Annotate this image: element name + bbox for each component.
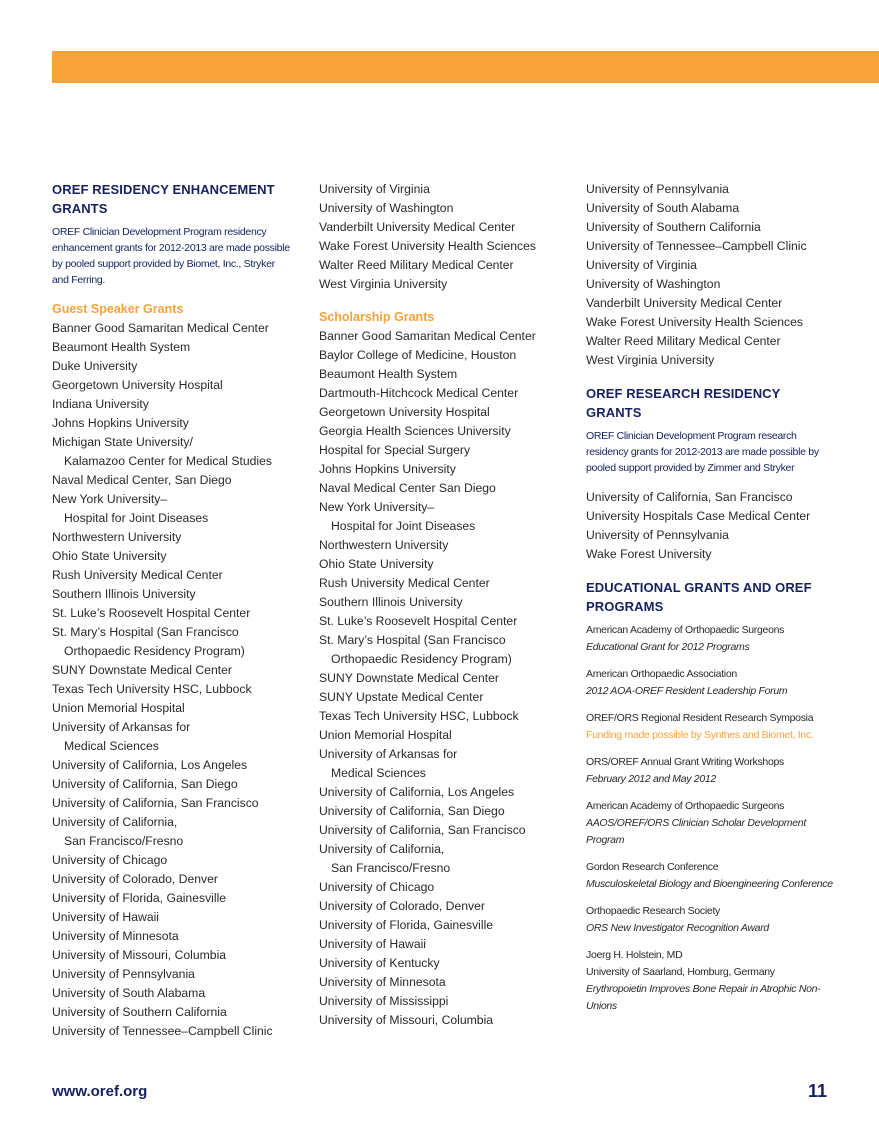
- list-item: New York University– Hospital for Joint Diseases: [52, 492, 209, 525]
- list-item: Southern Illinois University: [52, 587, 196, 601]
- list-item: University of Arkansas for Medical Sciences: [52, 720, 191, 753]
- list-item: Wake Forest University Health Sciences: [319, 239, 536, 253]
- program-detail: Funding made possible by Synthes and Biomet, Inc.: [586, 729, 814, 741]
- program-entry: [586, 754, 836, 788]
- list-item: Baylor College of Medicine, Houston: [319, 348, 517, 362]
- list-item: Union Memorial Hospital: [319, 728, 452, 742]
- list-item: Northwestern University: [52, 530, 182, 544]
- list-item: Texas Tech University HSC, Lubbock: [52, 682, 252, 696]
- list-item: University of California, San Diego: [319, 804, 505, 818]
- list-item: University of California, San Francisco: [586, 490, 793, 504]
- column-middle: [319, 180, 569, 1030]
- research-grants-list: [586, 488, 836, 564]
- program-entry: [586, 622, 836, 656]
- column-left: [52, 180, 292, 1041]
- residency-grants-title: OREF RESIDENCY ENHANCEMENT GRANTS: [52, 182, 275, 216]
- list-item: University of Florida, Gainesville: [319, 918, 494, 932]
- list-item: Banner Good Samaritan Medical Center: [319, 329, 536, 343]
- list-item: University of Tennessee–Campbell Clinic: [52, 1024, 273, 1038]
- program-detail: ORS New Investigator Recognition Award: [586, 922, 769, 934]
- program-organization: American Academy of Orthopaedic Surgeons: [586, 800, 785, 812]
- list-item: Walter Reed Military Medical Center: [586, 334, 781, 348]
- list-item: University of Pennsylvania: [52, 967, 195, 981]
- list-item: Union Memorial Hospital: [52, 701, 185, 715]
- program-detail: Musculoskeletal Biology and Bioengineering Conference: [586, 878, 833, 890]
- list-item: Georgetown University Hospital: [52, 378, 223, 392]
- educational-program-list: [586, 622, 836, 1015]
- list-item: University of Tennessee–Campbell Clinic: [586, 239, 807, 253]
- list-item: St. Mary’s Hospital (San Francisco Orthopaedic Residency Program): [52, 625, 245, 658]
- list-item: Georgetown University Hospital: [319, 405, 490, 419]
- list-item: West Virginia University: [319, 277, 448, 291]
- list-item: Indiana University: [52, 397, 149, 411]
- list-item: University of Colorado, Denver: [319, 899, 485, 913]
- list-item: SUNY Downstate Medical Center: [319, 671, 499, 685]
- list-item: St. Luke’s Roosevelt Hospital Center: [52, 606, 251, 620]
- list-item: University of Florida, Gainesville: [52, 891, 227, 905]
- list-item: West Virginia University: [586, 353, 715, 367]
- program-detail: AAOS/OREF/ORS Clinician Scholar Development Program: [586, 817, 806, 846]
- program-organization: OREF/ORS Regional Resident Research Symposia: [586, 712, 814, 724]
- program-organization: ORS/OREF Annual Grant Writing Workshops: [586, 756, 784, 768]
- list-item: University of Pennsylvania: [586, 528, 729, 542]
- list-item: Wake Forest University: [586, 547, 712, 561]
- program-detail: 2012 AOA-OREF Resident Leadership Forum: [586, 685, 788, 697]
- list-item: University of Chicago: [319, 880, 435, 894]
- guest-speaker-list: [52, 319, 292, 1041]
- program-entry: [586, 798, 836, 849]
- list-item: Banner Good Samaritan Medical Center: [52, 321, 269, 335]
- list-item: University Hospitals Case Medical Center: [586, 509, 811, 523]
- program-entry: [586, 903, 836, 937]
- list-item: University of Missouri, Columbia: [319, 1013, 494, 1027]
- list-item: University of Kentucky: [319, 956, 440, 970]
- list-item: University of Southern California: [52, 1005, 227, 1019]
- list-item: Rush University Medical Center: [52, 568, 223, 582]
- list-item: University of Colorado, Denver: [52, 872, 218, 886]
- list-item: University of California, San Francisco/Fresno: [319, 842, 451, 875]
- program-entry: [586, 947, 836, 1015]
- guest-speaker-list-continued: [319, 180, 569, 294]
- list-item: University of California, San Francisco: [319, 823, 526, 837]
- program-organization: Joerg H. Holstein, MD: [586, 949, 683, 961]
- list-item: Vanderbilt University Medical Center: [319, 220, 516, 234]
- list-item: Rush University Medical Center: [319, 576, 490, 590]
- program-organization: Gordon Research Conference: [586, 861, 719, 873]
- list-item: Walter Reed Military Medical Center: [319, 258, 514, 272]
- list-item: University of Southern California: [586, 220, 761, 234]
- scholarship-list-continued: [586, 180, 836, 370]
- list-item: Dartmouth-Hitchcock Medical Center: [319, 386, 519, 400]
- list-item: University of Virginia: [319, 182, 430, 196]
- page-number: 11: [807, 1081, 827, 1101]
- list-item: Ohio State University: [52, 549, 167, 563]
- list-item: University of Missouri, Columbia: [52, 948, 227, 962]
- list-item: University of California, Los Angeles: [319, 785, 515, 799]
- research-grants-title: OREF RESEARCH RESIDENCY GRANTS: [586, 386, 781, 420]
- list-item: Vanderbilt University Medical Center: [586, 296, 783, 310]
- list-item: Naval Medical Center San Diego: [319, 481, 496, 495]
- list-item: Southern Illinois University: [319, 595, 463, 609]
- program-entry: [586, 710, 836, 744]
- footer-url: www.oref.org: [52, 1083, 148, 1100]
- list-item: SUNY Downstate Medical Center: [52, 663, 232, 677]
- program-entry: [586, 859, 836, 893]
- header-color-bar: [52, 51, 879, 83]
- list-item: Wake Forest University Health Sciences: [586, 315, 803, 329]
- list-item: University of Washington: [586, 277, 721, 291]
- educational-grants-title: EDUCATIONAL GRANTS AND OREF PROGRAMS: [586, 580, 812, 614]
- list-item: Ohio State University: [319, 557, 434, 571]
- list-item: University of Virginia: [586, 258, 697, 272]
- program-organization: American Academy of Orthopaedic Surgeons: [586, 624, 785, 636]
- list-item: Duke University: [52, 359, 138, 373]
- list-item: University of Arkansas for Medical Sciences: [319, 747, 458, 780]
- list-item: University of Minnesota: [319, 975, 446, 989]
- program-organization: Orthopaedic Research Society: [586, 905, 721, 917]
- list-item: Johns Hopkins University: [319, 462, 456, 476]
- program-entry: [586, 666, 836, 700]
- program-detail: Erythropoietin Improves Bone Repair in Atrophic Non-Unions: [586, 983, 821, 1012]
- list-item: Michigan State University/ Kalamazoo Center for Medical Studies: [52, 435, 272, 468]
- list-item: Northwestern University: [319, 538, 449, 552]
- list-item: University of South Alabama: [586, 201, 740, 215]
- list-item: University of California, San Francisco/Fresno: [52, 815, 184, 848]
- list-item: Georgia Health Sciences University: [319, 424, 511, 438]
- list-item: Beaumont Health System: [319, 367, 458, 381]
- list-item: University of Pennsylvania: [586, 182, 729, 196]
- list-item: Texas Tech University HSC, Lubbock: [319, 709, 519, 723]
- program-detail: Educational Grant for 2012 Programs: [586, 641, 750, 653]
- guest-speaker-title: Guest Speaker Grants: [52, 302, 184, 316]
- residency-grants-note: OREF Clinician Development Program residency enhancement grants for 2012-2013 are made possible by pooled support provided by Biomet, Inc., Stryker and Ferring.: [52, 226, 290, 286]
- list-item: New York University– Hospital for Joint Diseases: [319, 500, 476, 533]
- list-item: University of California, Los Angeles: [52, 758, 248, 772]
- column-right: [586, 180, 836, 1025]
- list-item: Johns Hopkins University: [52, 416, 189, 430]
- list-item: SUNY Upstate Medical Center: [319, 690, 484, 704]
- list-item: St. Mary’s Hospital (San Francisco Orthopaedic Residency Program): [319, 633, 512, 666]
- scholarship-list: [319, 327, 569, 1030]
- program-organization: American Orthopaedic Association: [586, 668, 737, 680]
- list-item: University of Washington: [319, 201, 454, 215]
- list-item: University of Chicago: [52, 853, 168, 867]
- list-item: University of Hawaii: [319, 937, 427, 951]
- scholarship-title: Scholarship Grants: [319, 310, 435, 324]
- list-item: University of Mississippi: [319, 994, 449, 1008]
- list-item: University of Minnesota: [52, 929, 179, 943]
- list-item: Naval Medical Center, San Diego: [52, 473, 232, 487]
- list-item: Beaumont Health System: [52, 340, 191, 354]
- research-grants-note: OREF Clinician Development Program research residency grants for 2012-2013 are made possible by pooled support provided by Zimmer and Stryker: [586, 430, 819, 474]
- list-item: University of California, San Francisco: [52, 796, 259, 810]
- program-detail: February 2012 and May 2012: [586, 773, 716, 785]
- list-item: University of Hawaii: [52, 910, 160, 924]
- program-organization-secondary: University of Saarland, Homburg, Germany: [586, 966, 775, 978]
- list-item: Hospital for Special Surgery: [319, 443, 471, 457]
- list-item: St. Luke’s Roosevelt Hospital Center: [319, 614, 518, 628]
- list-item: University of California, San Diego: [52, 777, 238, 791]
- list-item: University of South Alabama: [52, 986, 206, 1000]
